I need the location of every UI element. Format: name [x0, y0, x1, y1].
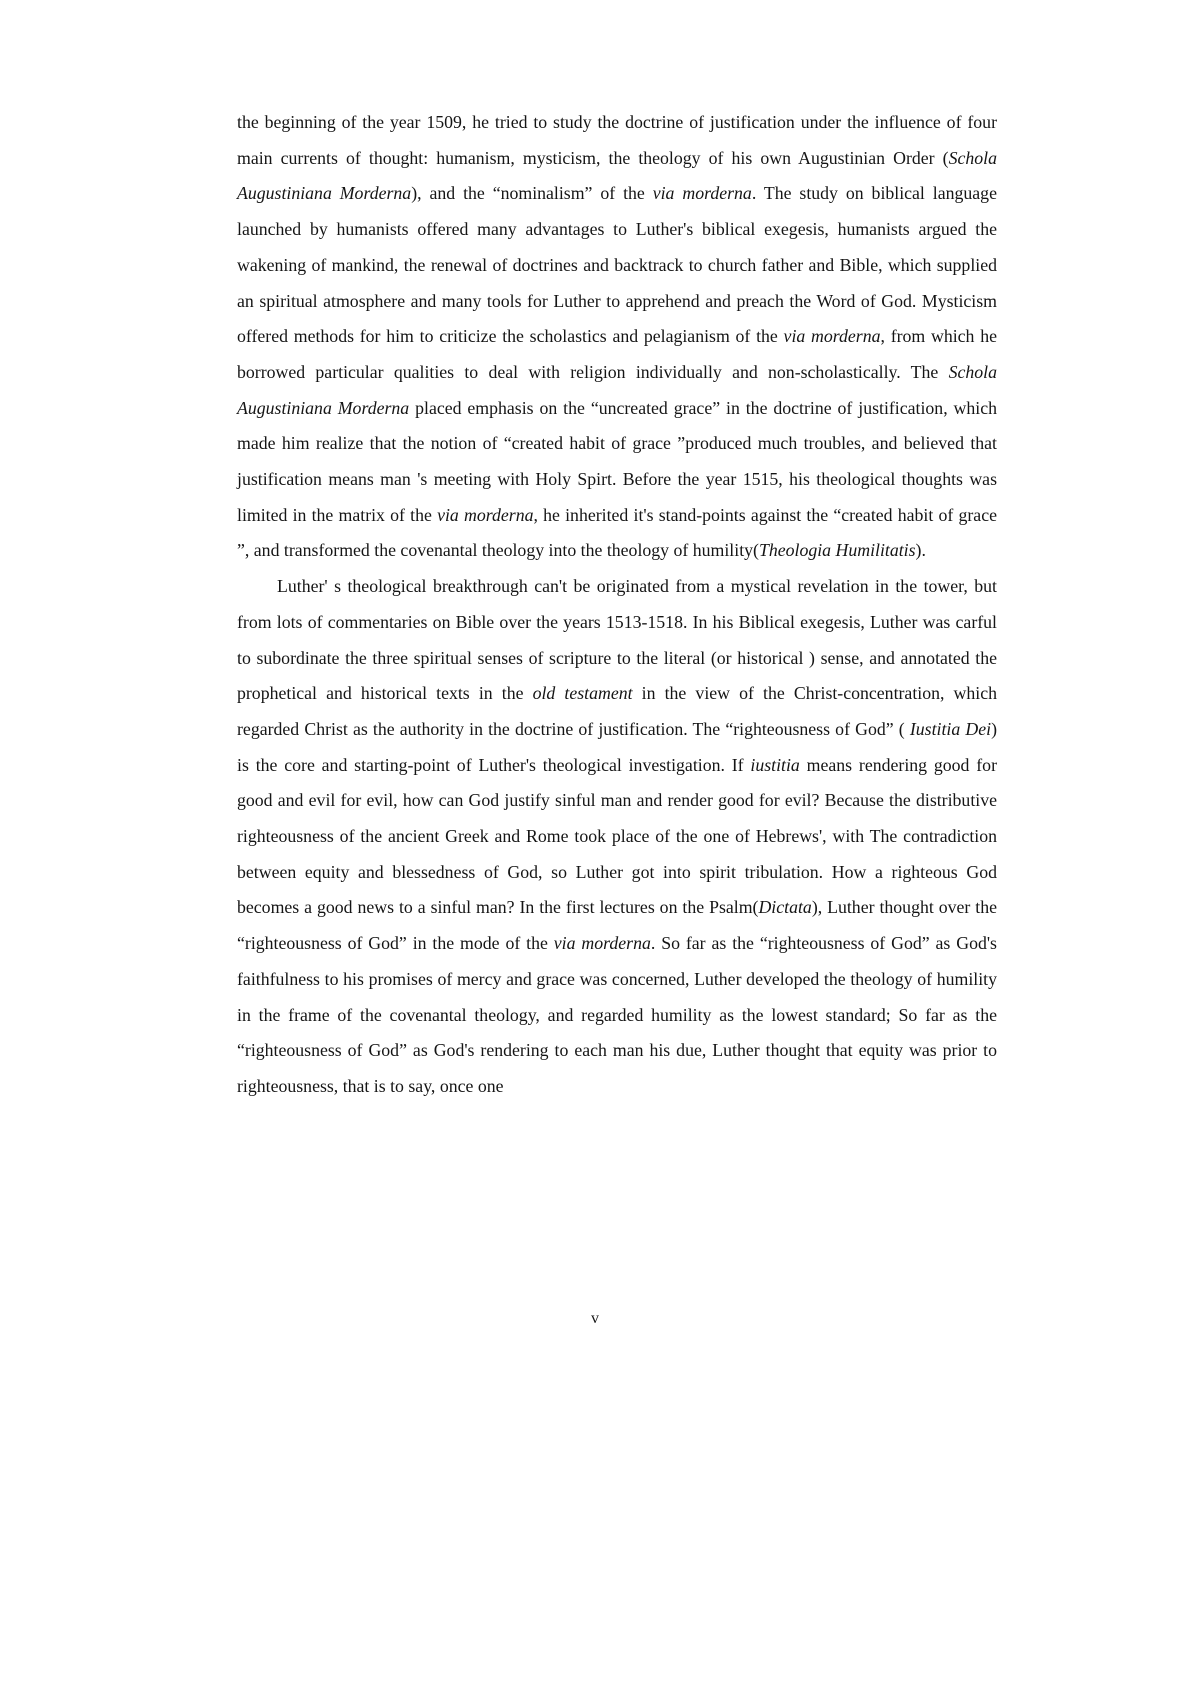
italic-term: via morderna [652, 183, 752, 204]
page-number: v [591, 1310, 599, 1327]
text-run: placed emphasis on the “uncreated grace” in the doctrine of justification, which made him realize that the notion of “created habit of grace ”produced much troubles, and believed that justification means man 's meeting with Holy Spirt. Before the year 1515, his theological thoughts was limited in the matrix of the [237, 397, 998, 525]
body-text [237, 105, 997, 1105]
text-run: ), and the “nominalism” of the [411, 183, 653, 204]
text-run: , he inherited it's stand-points against the “created habit of grace ”, and transformed the covenantal theology into the theology of humility( [237, 504, 997, 561]
italic-term: Schola Augustiniana Morderna [237, 361, 997, 418]
text-run: means rendering good for good and evil for evil, how can God justify sinful man and render good for evil? Because the distributive righteousness of the ancient Greek and Rome took place of the one of Hebrews', with The contradiction between equity and blessedness of God, so Luther got into spirit tribulation. How a righteous God becomes a good news to a sinful man? In the first lectures on the Psalm( [237, 754, 997, 918]
italic-term: Iustitia Dei [909, 718, 992, 739]
text-run: Luther' s theological breakthrough can't be originated from a mystical revelation in the tower, but from lots of commentaries on Bible over the years 1513-1518. In his Biblical exegesis, Luther was carful to subordinate the three spiritual senses of scripture to the literal (or historical ) sense, and annotated the prophetical and historical texts in the [237, 576, 997, 704]
text-run: , from which he borrowed particular qualities to deal with religion individually and non-scholastically. The [237, 326, 997, 382]
italic-term: Theologia Humilitatis [758, 540, 916, 561]
italic-term: iustitia [750, 754, 800, 775]
text-run: in the view of the Christ-concentration, which regarded Christ as the authority in the doctrine of justification. The “righteousness of God” ( [237, 683, 997, 739]
paragraph-1 [237, 105, 997, 569]
text-run: ), Luther thought over the “righteousness of God” in the mode of the [237, 897, 997, 954]
italic-term: Schola Augustiniana Morderna [237, 147, 997, 204]
italic-term: via morderna [553, 933, 651, 954]
text-run: ). [915, 540, 926, 561]
text-run: ) is the core and starting-point of Luther's theological investigation. If [237, 718, 997, 775]
text-run: the beginning of the year 1509, he tried to study the doctrine of justification under the influence of four main currents of thought: humanism, mysticism, the theology of his own Augustinian Order ( [237, 112, 997, 168]
italic-term: Dictata [758, 897, 812, 918]
paragraph-2 [237, 569, 997, 1105]
text-run: . The study on biblical language launched by humanists offered many advantages to Luther's biblical exegesis, humanists argued the wakening of mankind, the renewal of doctrines and backtrack to church father and Bible, which supplied an spiritual atmosphere and many tools for Luther to apprehend and preach the Word of God. Mysticism offered methods for him to criticize the scholastics and pelagianism of the [237, 183, 997, 347]
italic-term: via morderna [783, 326, 881, 347]
text-run: . So far as the “righteousness of God” as God's faithfulness to his promises of mercy and grace was concerned, Luther developed the theology of humility in the frame of the covenantal theology, and regarded humility as the lowest standard; So far as the “righteousness of God” as God's rendering to each man his due, Luther thought that equity was prior to righteousness, that is to say, once one [237, 933, 997, 1096]
italic-term: via morderna [437, 504, 534, 525]
italic-term: old testament [532, 683, 633, 704]
